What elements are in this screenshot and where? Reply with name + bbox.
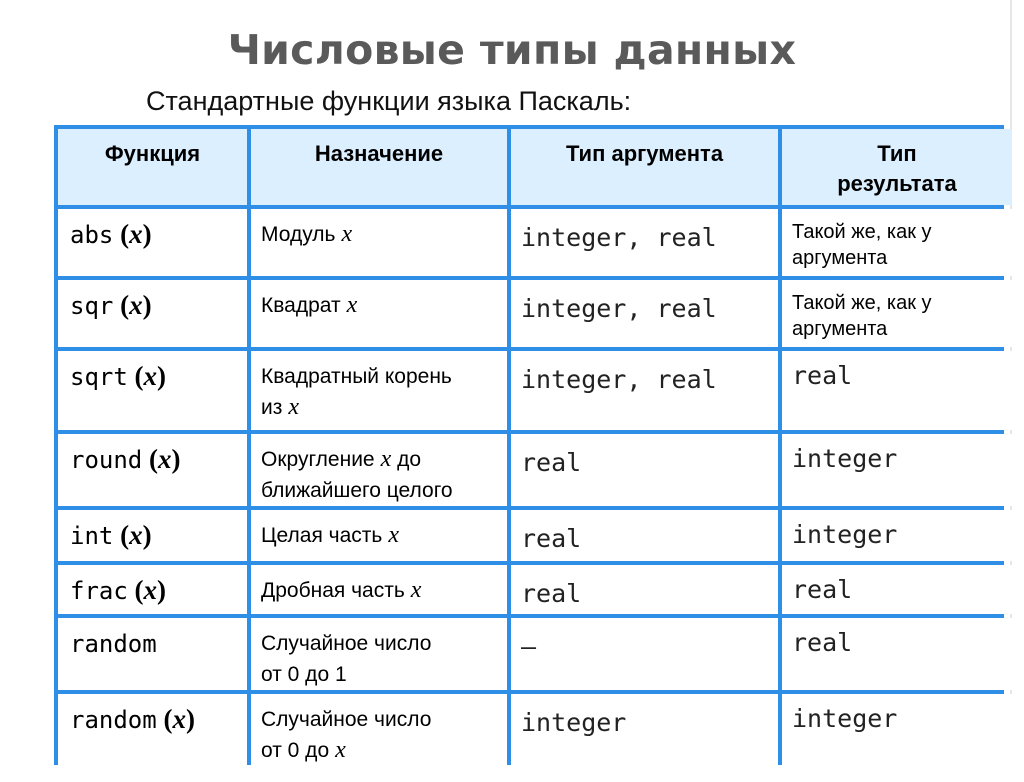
function-arg: (x)	[120, 520, 152, 550]
result-type-cell: real	[782, 565, 1012, 614]
function-arg: (x)	[134, 575, 167, 605]
function-cell	[58, 434, 247, 506]
arg-type-cell: integer, real	[511, 351, 778, 430]
result-type-cell: real	[782, 351, 1012, 430]
purpose-text: Квадрат	[261, 294, 341, 317]
purpose-var-line2: x	[329, 737, 346, 763]
function-arg: (x)	[134, 361, 167, 391]
arg-type-cell: integer, real	[511, 280, 778, 347]
function-cell	[58, 510, 247, 561]
purpose-text: Квадратный корень	[261, 365, 452, 388]
header-result-type-line2: результата	[837, 171, 957, 196]
page-title: Числовые типы данных	[227, 26, 797, 74]
table-row	[58, 434, 1012, 506]
purpose-text-line2: ближайшего целого	[261, 479, 453, 502]
table-row	[58, 280, 1012, 347]
function-cell	[58, 565, 247, 614]
table-row	[58, 565, 1012, 614]
purpose-var: x	[340, 292, 358, 318]
purpose-text: Случайное число	[261, 708, 432, 731]
function-arg: (x)	[149, 444, 181, 474]
purpose-text-line2: от 0 до 1	[261, 663, 347, 686]
purpose-text: Модуль	[261, 223, 336, 246]
header-arg-type: Тип аргумента	[511, 129, 778, 205]
purpose-cell	[251, 280, 507, 347]
purpose-var: x	[404, 577, 422, 603]
arg-type-cell: real	[511, 565, 778, 614]
purpose-text: Дробная часть	[261, 579, 405, 602]
table-header-row	[58, 129, 1012, 205]
result-type-cell: real	[782, 618, 1012, 690]
function-name: sqr	[70, 292, 114, 320]
purpose-text: Случайное число	[261, 632, 432, 655]
function-name: round	[70, 446, 143, 474]
purpose-text-line2: из	[261, 396, 283, 419]
purpose-text: Целая часть	[261, 524, 383, 547]
table-row	[58, 694, 1012, 778]
purpose-text: Округление	[261, 448, 375, 471]
function-cell	[58, 351, 247, 430]
result-type-cell: integer	[782, 694, 1012, 778]
arg-type-cell: real	[511, 434, 778, 506]
functions-table-frame	[54, 125, 1004, 765]
arg-type-cell: integer, real	[511, 209, 778, 276]
header-result-type	[782, 129, 1012, 205]
function-arg: (x)	[120, 290, 152, 320]
purpose-var: x	[374, 446, 392, 472]
table-row	[58, 209, 1012, 276]
purpose-cell	[251, 510, 507, 561]
function-name: random	[70, 706, 157, 734]
function-name: sqrt	[70, 363, 128, 391]
table-row	[58, 618, 1012, 690]
function-cell	[58, 280, 247, 347]
arg-type-cell: real	[511, 510, 778, 561]
function-name: frac	[70, 577, 128, 605]
purpose-cell	[251, 434, 507, 506]
function-cell	[58, 209, 247, 276]
purpose-cell	[251, 618, 507, 690]
function-name: abs	[70, 221, 114, 249]
arg-type-cell: –	[511, 618, 778, 690]
purpose-text-line2: от 0 до	[261, 739, 330, 762]
arg-type-cell: integer	[511, 694, 778, 778]
purpose-cell	[251, 694, 507, 778]
purpose-text-after: до	[391, 448, 422, 471]
header-result-type-line1: Тип	[877, 141, 917, 166]
purpose-var: x	[382, 522, 399, 548]
result-type-cell: integer	[782, 510, 1012, 561]
functions-table	[54, 125, 1016, 782]
function-name: random	[70, 630, 157, 658]
result-type-cell: Такой же, как у аргумента	[782, 209, 1012, 276]
purpose-cell	[251, 565, 507, 614]
purpose-var-line2: x	[282, 394, 300, 420]
function-arg: (x)	[120, 219, 152, 249]
header-purpose: Назначение	[251, 129, 507, 205]
function-cell	[58, 694, 247, 778]
result-type-cell: Такой же, как у аргумента	[782, 280, 1012, 347]
purpose-var: x	[335, 221, 353, 247]
table-row	[58, 510, 1012, 561]
header-function: Функция	[58, 129, 247, 205]
page-subtitle: Стандартные функции языка Паскаль:	[146, 86, 632, 116]
function-cell	[58, 618, 247, 690]
result-type-cell: integer	[782, 434, 1012, 506]
function-arg: (x)	[163, 704, 195, 734]
function-name: int	[70, 522, 114, 550]
purpose-cell	[251, 209, 507, 276]
purpose-cell	[251, 351, 507, 430]
table-row	[58, 351, 1012, 430]
